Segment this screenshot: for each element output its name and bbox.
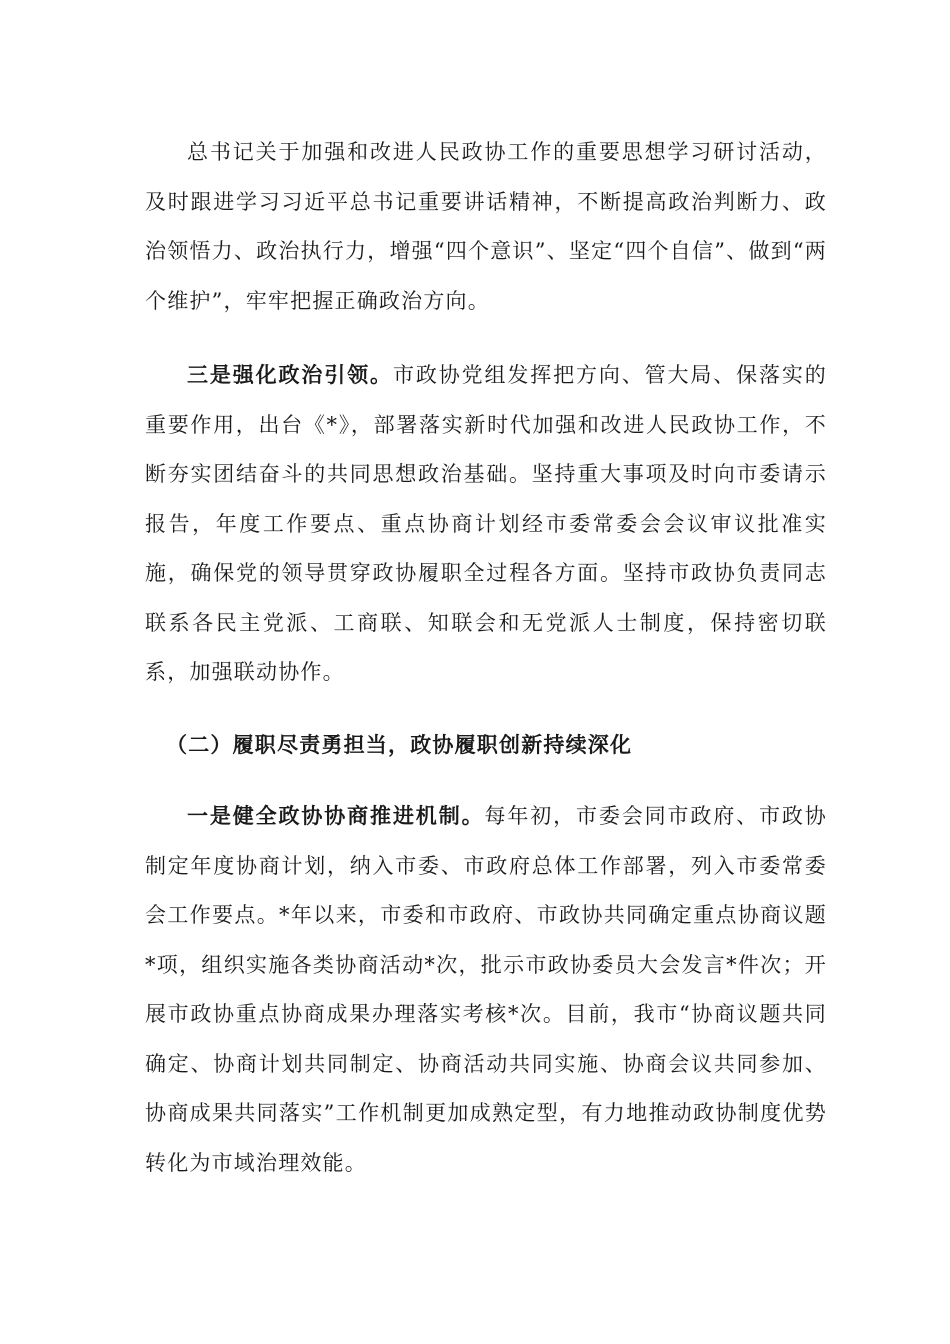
paragraph-consultation-mechanism: [145, 791, 827, 1188]
paragraph-body-political-guidance: 市政协党组发挥把方向、管大局、保落实的重要作用，出台《*》，部署落实新时代加强和改进人民政协工作，不断夯实团结奋斗的共同思想政治基础。坚持重大事项及时向市委请示报告，年度工作要点、重点协商计划经市委常委会会议审议批准实施，确保党的领导贯穿政协履职全过程各方面。坚持市政协负责同志联系各民主党派、工商联、知联会和无党派人士制度，保持密切联系，加强联动协作。: [145, 363, 827, 684]
document-page: [145, 128, 827, 1188]
paragraph-lead-political-guidance: 三是强化政治引领。: [187, 362, 393, 387]
section-heading: （二）履职尽责勇担当，政协履职创新持续深化: [166, 731, 633, 757]
paragraph-gap: [145, 698, 827, 720]
paragraph-lead-consultation-mechanism: 一是健全政协协商推进机制。: [187, 803, 485, 828]
paragraph-gap: [145, 326, 827, 350]
paragraph-body-consultation-mechanism: 每年初，市委会同市政府、市政协制定年度协商计划，纳入市委、市政府总体工作部署，列入市委常委会工作要点。*年以来，市委和市政府、市政协共同确定重点协商议题*项，组织实施各类协商活动*次，批示市政协委员大会发言*件次；开展市政协重点协商成果办理落实考核*次。目前，我市“协商议题共同确定、协商计划共同制定、协商活动共同实施、协商会议共同参加、协商成果共同落实”工作机制更加成熟定型，有力地推动政协制度优势转化为市域治理效能。: [145, 804, 828, 1175]
paragraph-gap: [145, 769, 827, 791]
paragraph-political-guidance: [145, 350, 827, 698]
paragraph-continuation: 总书记关于加强和改进人民政协工作的重要思想学习研讨活动，及时跟进学习习近平总书记重要讲话精神，不断提高政治判断力、政治领悟力、政治执行力，增强“四个意识”、坚定“四个自信”、做到“两个维护”，牢牢把握正确政治方向。: [145, 140, 827, 313]
